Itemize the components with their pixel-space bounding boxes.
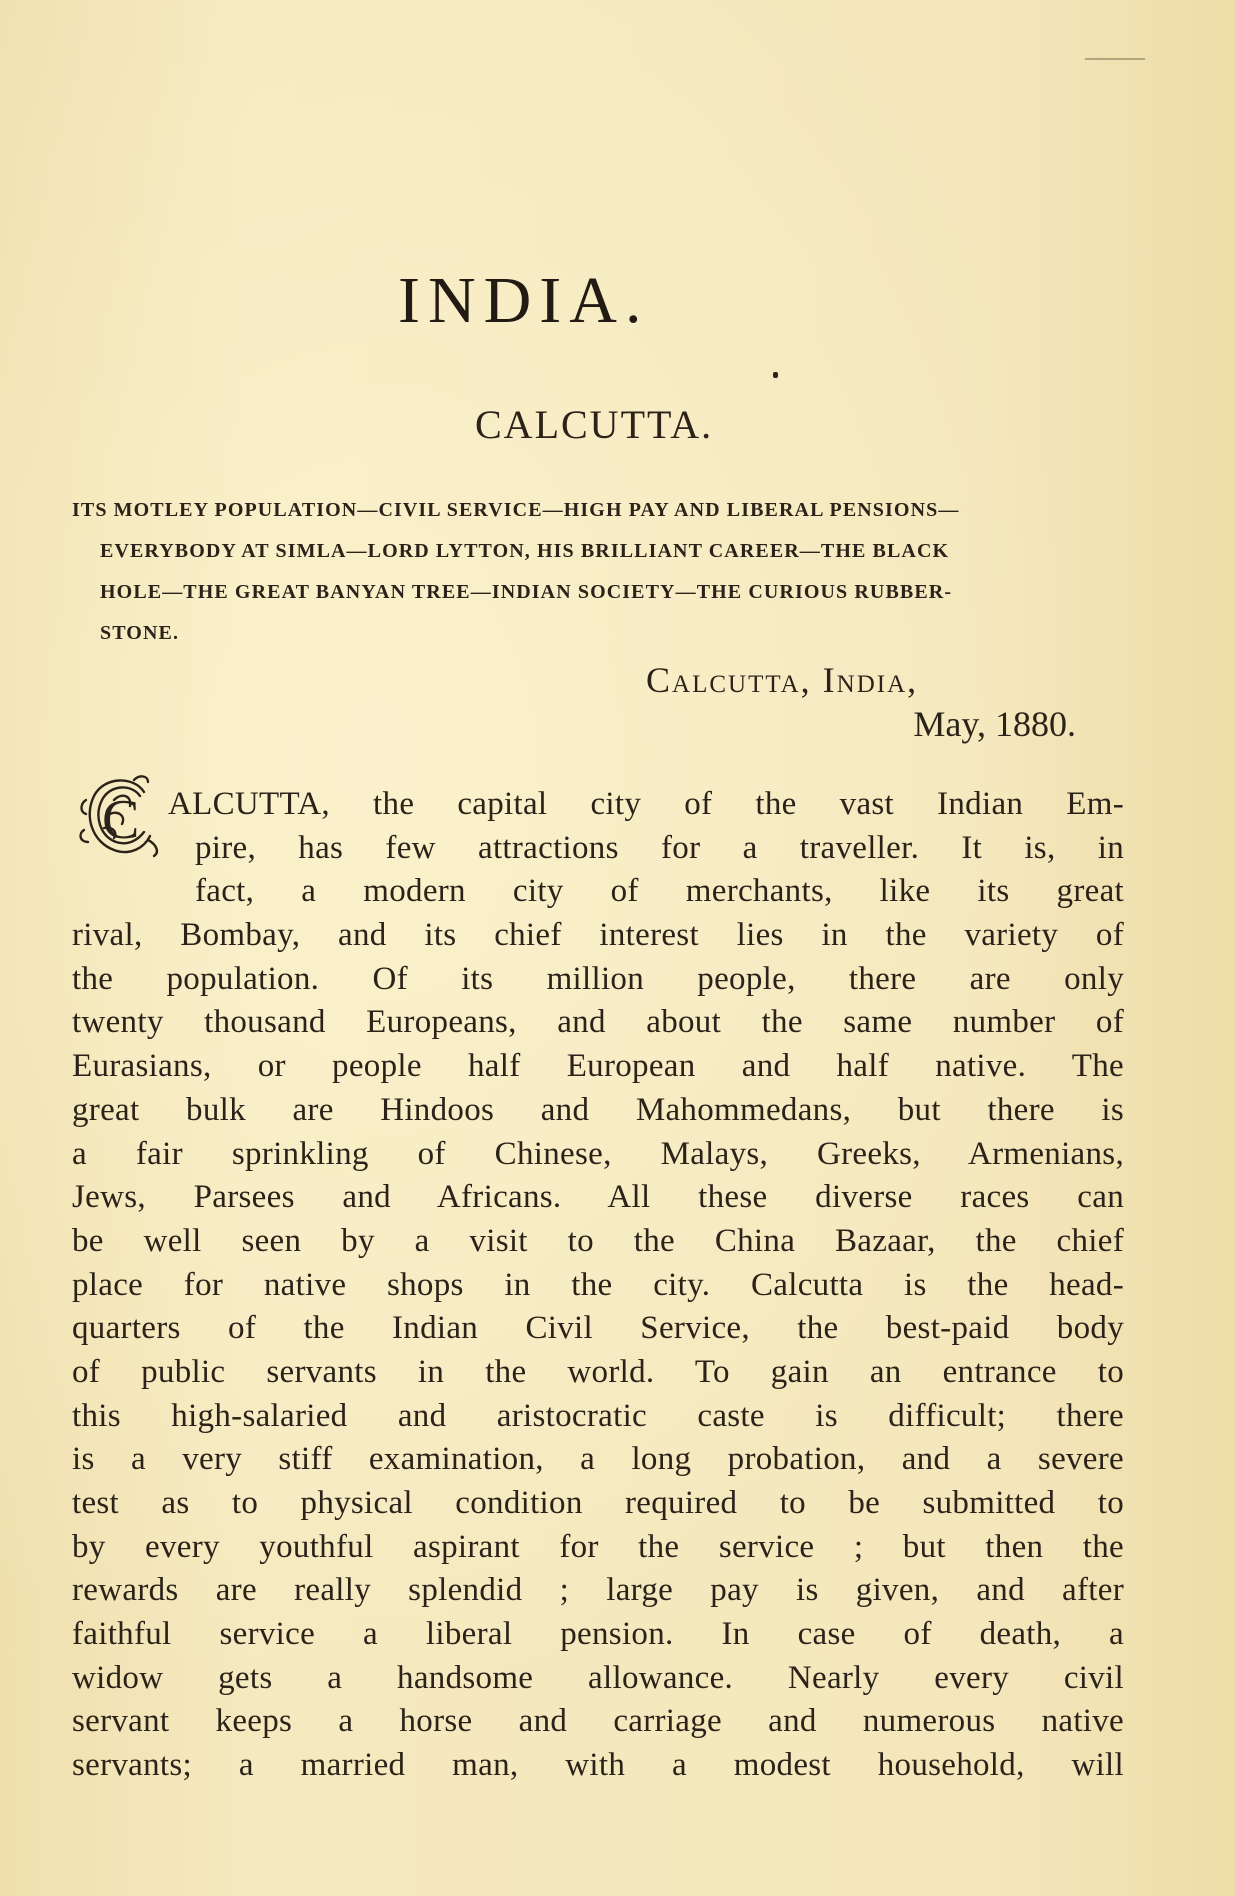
dateline xyxy=(646,658,1076,746)
body-line: rival, Bombay, and its chief interest lies in the variety of xyxy=(72,917,1124,954)
chapter-title: INDIA. xyxy=(398,264,650,337)
body-line: faithful service a liberal pension. In case of death, a xyxy=(72,1616,1124,1653)
body-line: be well seen by a visit to the China Bazaar, the chief xyxy=(72,1222,1124,1259)
body-line: the population. Of its million people, there are only xyxy=(72,960,1124,997)
body-paragraph xyxy=(72,783,1124,1788)
body-line: of public servants in the world. To gain an entrance to xyxy=(72,1353,1124,1390)
summary-line: STONE. xyxy=(100,622,180,644)
section-title: CALCUTTA. xyxy=(475,402,714,447)
chapter-summary xyxy=(72,490,1124,654)
summary-line: HOLE—THE GREAT BANYAN TREE—INDIAN SOCIETY—THE CURIOUS RUBBER- xyxy=(100,581,953,603)
body-line: Eurasians, or people half European and half native. The xyxy=(72,1048,1124,1085)
body-line: ALCUTTA, the capital city of the vast Indian Em- xyxy=(168,786,1124,822)
dateline-date: May, 1880. xyxy=(913,704,1076,744)
body-line: by every youthful aspirant for the service ; but then the xyxy=(72,1528,1124,1565)
body-line: Jews, Parsees and Africans. All these diverse races can xyxy=(72,1179,1124,1216)
body-line: fact, a modern city of merchants, like its great xyxy=(195,873,1124,910)
summary-line: EVERYBODY AT SIMLA—LORD LYTTON, HIS BRILLIANT CAREER—THE BLACK xyxy=(100,540,950,562)
body-line: this high-salaried and aristocratic caste is difficult; there xyxy=(72,1397,1124,1434)
body-line: test as to physical condition required to be submitted to xyxy=(72,1485,1124,1521)
body-line: a fair sprinkling of Chinese, Malays, Greeks, Armenians, xyxy=(72,1135,1124,1172)
dropcap-letter: C xyxy=(102,789,140,851)
body-line: rewards are really splendid ; large pay is given, and after xyxy=(72,1572,1124,1609)
body-line: pire, has few attractions for a traveller. It is, in xyxy=(195,829,1124,866)
body-line: place for native shops in the city. Calcutta is the head- xyxy=(72,1266,1124,1303)
body-line: widow gets a handsome allowance. Nearly every civil xyxy=(72,1659,1124,1696)
body-line: quarters of the Indian Civil Service, the best-paid body xyxy=(72,1310,1124,1347)
page-edge-mark xyxy=(1085,58,1145,60)
body-line: is a very stiff examination, a long probation, and a severe xyxy=(72,1441,1124,1478)
ink-speck xyxy=(773,372,778,378)
body-line: twenty thousand Europeans, and about the same number of xyxy=(72,1004,1124,1041)
body-line: great bulk are Hindoos and Mahommedans, but there is xyxy=(72,1091,1124,1128)
dateline-place: Calcutta, India, xyxy=(646,660,919,700)
body-line: servant keeps a horse and carriage and numerous native xyxy=(72,1703,1124,1740)
summary-line: ITS MOTLEY POPULATION—CIVIL SERVICE—HIGH PAY AND LIBERAL PENSIONS— xyxy=(72,499,960,521)
body-line: servants; a married man, with a modest household, will xyxy=(72,1747,1124,1784)
